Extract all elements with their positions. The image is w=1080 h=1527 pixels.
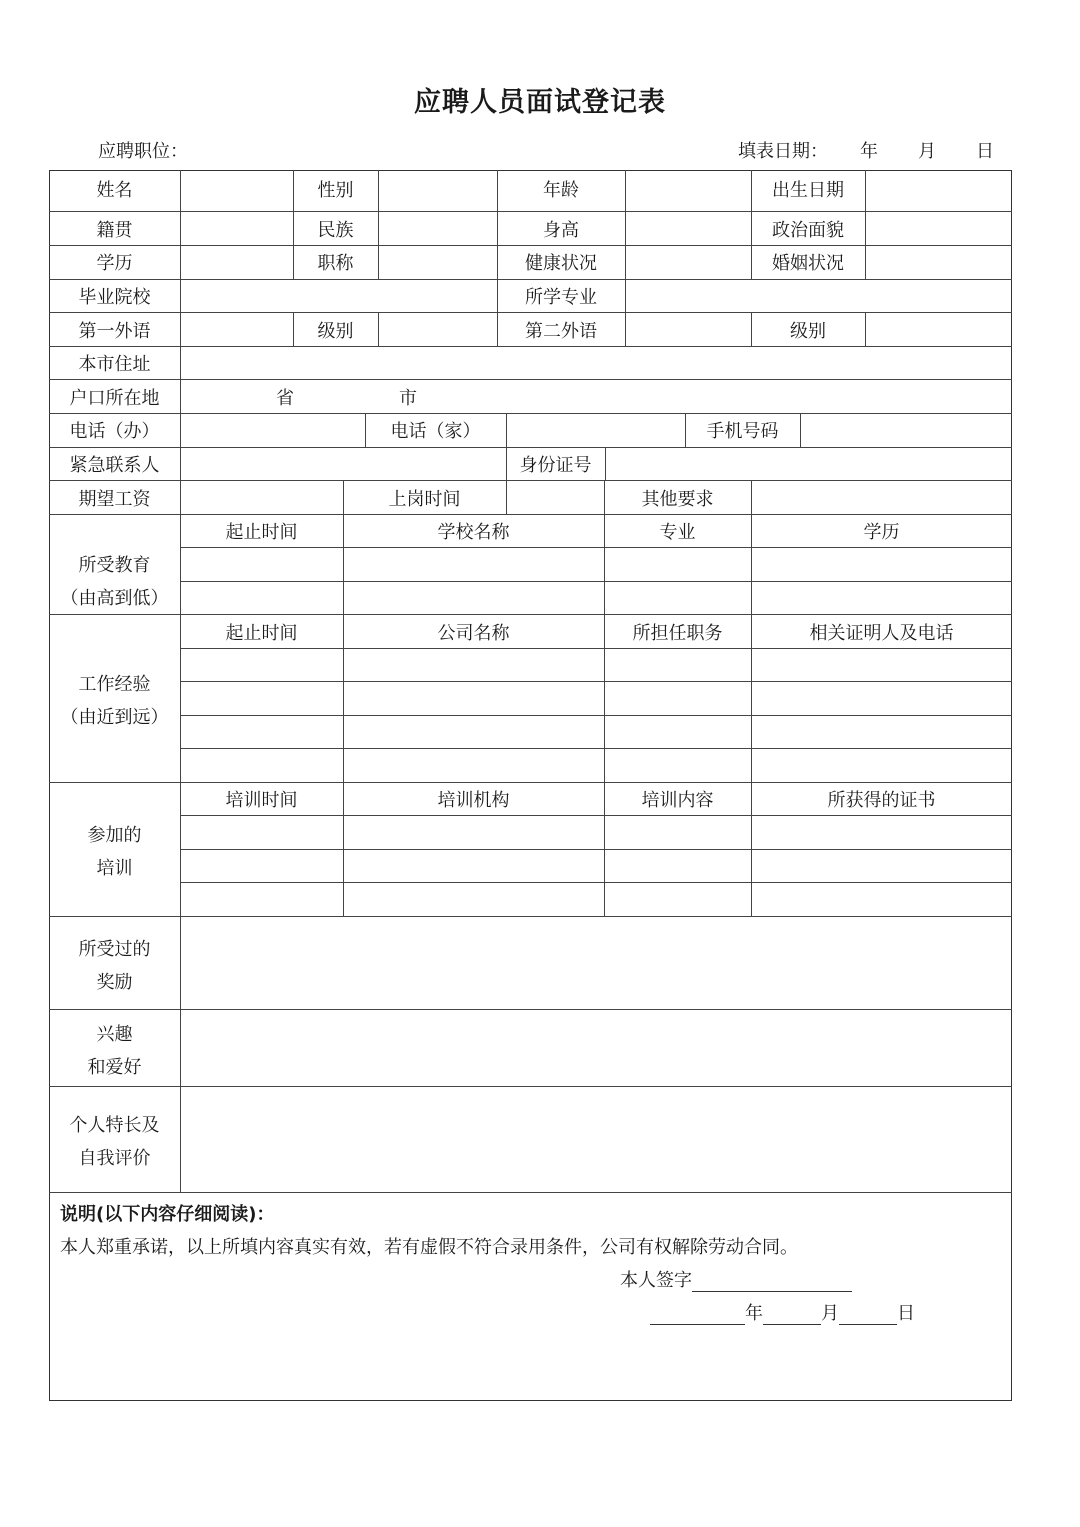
label-height: 身高	[543, 220, 579, 241]
label-native-place: 籍贯	[96, 220, 133, 241]
field-self-evaluation[interactable]	[180, 1086, 1012, 1192]
label-phone-home: 电话（家）	[390, 421, 481, 442]
field-awards[interactable]	[180, 916, 1012, 1009]
edu-header-major: 专业	[659, 521, 696, 543]
signature-day-blank[interactable]	[839, 1304, 897, 1325]
label-work-experience: 工作经验	[78, 674, 151, 695]
label-province: 省	[276, 388, 294, 409]
signature-month-label: 月	[821, 1303, 839, 1324]
field-first-language-level[interactable]	[378, 312, 497, 346]
work-header-reference: 相关证明人及电话	[809, 622, 954, 644]
signature-month-blank[interactable]	[763, 1304, 821, 1325]
field-job-title[interactable]	[378, 245, 497, 279]
label-political-status: 政治面貌	[772, 220, 844, 241]
field-birth-date[interactable]	[865, 170, 1012, 211]
label-address: 本市住址	[78, 353, 151, 375]
field-start-date[interactable]	[506, 480, 604, 514]
label-ethnicity: 民族	[317, 220, 354, 241]
field-political-status[interactable]	[865, 211, 1012, 245]
label-hobbies-line2: 和爱好	[87, 1056, 142, 1078]
field-height[interactable]	[625, 211, 751, 245]
fill-date-day: 日	[976, 141, 994, 162]
fill-date-year: 年	[860, 141, 878, 162]
label-training-line2: 培训	[96, 858, 133, 879]
position-label: 应聘职位：	[98, 141, 188, 162]
field-school[interactable]	[180, 279, 497, 312]
notes-title: 说明(以下内容仔细阅读)：	[60, 1204, 275, 1225]
field-education[interactable]	[180, 245, 293, 279]
edu-header-period: 起止时间	[225, 521, 298, 543]
label-training: 参加的	[87, 825, 142, 846]
field-hobbies[interactable]	[180, 1009, 1012, 1086]
label-emergency-contact: 紧急联系人	[69, 454, 160, 476]
label-mobile: 手机号码	[706, 421, 779, 442]
field-ethnicity[interactable]	[378, 211, 497, 245]
field-address[interactable]	[180, 346, 1012, 379]
label-second-language: 第二外语	[525, 321, 597, 342]
label-marital-status: 婚姻状况	[772, 253, 844, 274]
field-id-number[interactable]	[605, 447, 1012, 480]
signature-year-blank[interactable]	[650, 1304, 745, 1325]
label-second-language-level: 级别	[790, 321, 826, 342]
label-health: 健康状况	[525, 253, 597, 274]
label-self-evaluation-line2: 自我评价	[78, 1147, 151, 1169]
signature-date-row	[650, 1299, 915, 1325]
signature-row	[620, 1266, 852, 1292]
label-school: 毕业院校	[78, 286, 151, 308]
field-gender[interactable]	[378, 170, 497, 211]
train-header-content: 培训内容	[641, 789, 714, 811]
field-emergency-contact[interactable]	[180, 447, 506, 480]
label-major: 所学专业	[525, 286, 597, 308]
fill-date-month: 月	[918, 141, 936, 162]
label-hobbies: 兴趣	[96, 1023, 133, 1045]
field-first-language[interactable]	[180, 312, 293, 346]
label-expected-salary: 期望工资	[78, 489, 151, 510]
label-job-title: 职称	[317, 253, 354, 274]
train-header-certificate: 所获得的证书	[827, 789, 936, 811]
label-other-requirements: 其他要求	[641, 489, 714, 510]
label-work-order: （由近到远）	[60, 707, 169, 728]
label-age: 年龄	[543, 179, 579, 201]
field-major[interactable]	[625, 279, 1012, 312]
label-phone-office: 电话（办）	[69, 421, 160, 442]
train-header-period: 培训时间	[225, 789, 298, 811]
label-birth-date: 出生日期	[772, 179, 844, 201]
label-city: 市	[399, 388, 417, 409]
label-id-number: 身份证号	[519, 454, 592, 476]
label-hukou: 户口所在地	[69, 388, 160, 409]
field-native-place[interactable]	[180, 211, 293, 245]
label-start-date: 上岗时间	[388, 489, 461, 510]
label-awards-line2: 奖励	[96, 971, 133, 993]
label-first-language: 第一外语	[78, 321, 151, 342]
work-header-position: 所担任职务	[632, 622, 723, 644]
label-gender: 性别	[317, 179, 354, 201]
field-mobile[interactable]	[800, 413, 1012, 447]
page-title: 应聘人员面试登记表	[414, 87, 666, 118]
field-phone-home[interactable]	[506, 413, 685, 447]
field-age[interactable]	[625, 170, 751, 211]
signature-year-label: 年	[745, 1303, 763, 1324]
label-awards: 所受过的	[78, 938, 151, 960]
signature-label: 本人签字	[620, 1270, 692, 1291]
label-education-history: 所受教育	[78, 554, 151, 576]
signature-line[interactable]	[692, 1271, 852, 1292]
fill-date-label: 填表日期：	[738, 141, 828, 162]
edu-header-degree: 学历	[863, 521, 900, 543]
edu-header-school: 学校名称	[437, 521, 510, 543]
work-header-company: 公司名称	[437, 622, 510, 644]
label-name: 姓名	[96, 179, 133, 201]
work-header-period: 起止时间	[225, 622, 298, 644]
label-self-evaluation: 个人特长及	[69, 1114, 160, 1136]
field-second-language[interactable]	[625, 312, 751, 346]
field-second-language-level[interactable]	[865, 312, 1012, 346]
label-first-language-level: 级别	[317, 321, 354, 342]
field-other-requirements[interactable]	[751, 480, 1012, 514]
train-header-institution: 培训机构	[437, 789, 510, 811]
notes-body: 本人郑重承诺，以上所填内容真实有效，若有虚假不符合录用条件，公司有权解除劳动合同。	[60, 1237, 798, 1258]
field-expected-salary[interactable]	[180, 480, 343, 514]
field-marital-status[interactable]	[865, 245, 1012, 279]
signature-day-label: 日	[897, 1303, 915, 1324]
field-name[interactable]	[180, 170, 293, 211]
field-phone-office[interactable]	[180, 413, 365, 447]
field-health[interactable]	[625, 245, 751, 279]
label-education-order: （由高到低）	[60, 587, 169, 609]
label-education: 学历	[96, 253, 133, 274]
